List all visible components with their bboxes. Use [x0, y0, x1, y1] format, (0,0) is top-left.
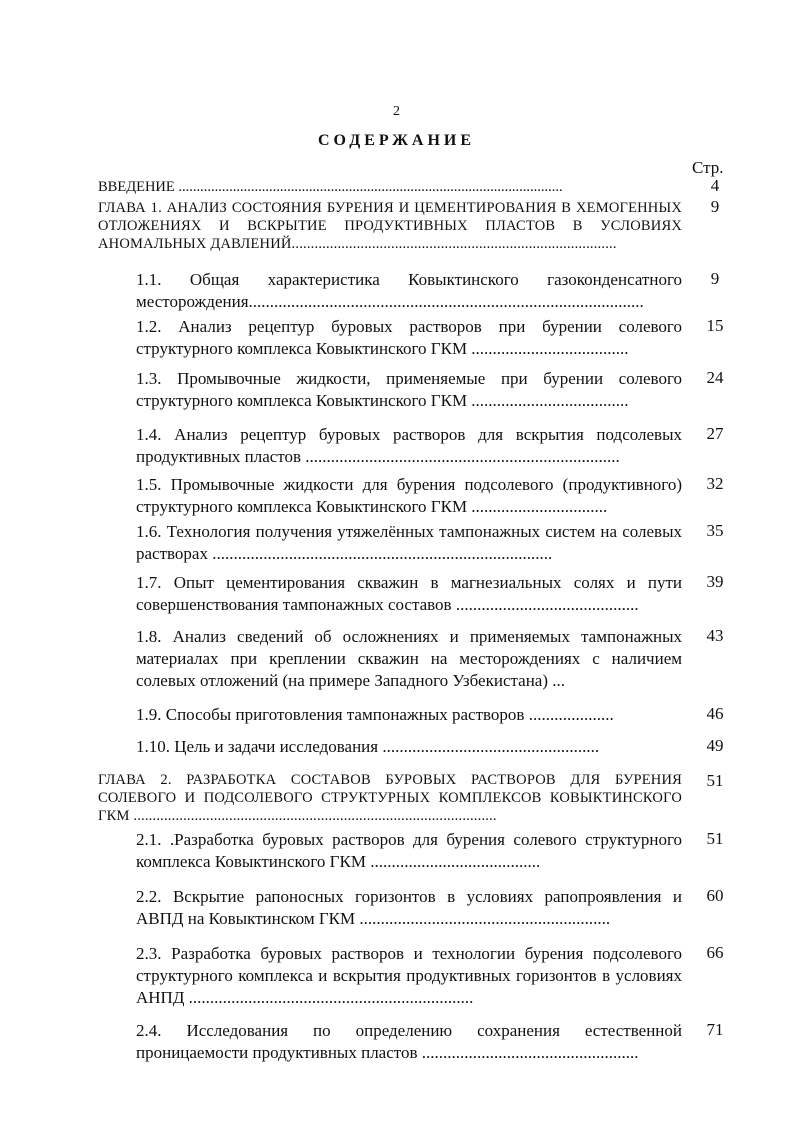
toc-entry-chapter-1 — [98, 199, 682, 255]
toc-entry-page: 32 — [706, 474, 724, 493]
toc-entry-text: 1.5. Промывочные жидкости для бурения подсолевого (продуктивного) структурного комплекса Ковыктинского ГКМ ................................ — [136, 475, 682, 516]
toc-entry-text: 1.7. Опыт цементирования скважин в магнезиальных солях и пути совершенствования тампонажных составов ........................................... — [136, 573, 682, 614]
toc-entry-page: 60 — [706, 886, 724, 905]
toc-entry-text: 1.6. Технология получения утяжелённых тампонажных систем на солевых растворах ................................................................................ — [136, 522, 682, 563]
toc-entry-1-8 — [136, 626, 682, 692]
toc-entry-text: 1.2. Анализ рецептур буровых растворов при бурении солевого структурного комплекса Ковыктинского ГКМ ..................................... — [136, 317, 682, 358]
toc-entry-2-1 — [136, 829, 682, 873]
toc-entry-page: 15 — [706, 316, 724, 335]
toc-entry-text: 1.9. Способы приготовления тампонажных растворов .................... — [136, 705, 614, 724]
page-column-label: Стр. — [692, 158, 724, 177]
toc-entry-1-9 — [136, 704, 682, 726]
toc-entry-page: 27 — [706, 424, 724, 443]
toc-entry-page: 35 — [706, 521, 724, 540]
toc-entry-page: 51 — [706, 829, 724, 848]
toc-entry-page: 9 — [710, 269, 720, 288]
toc-entry-text: 1.3. Промывочные жидкости, применяемые при бурении солевого структурного комплекса Ковыктинского ГКМ ..................................... — [136, 369, 682, 410]
toc-entry-page: 43 — [706, 626, 724, 645]
toc-entry-2-3 — [136, 943, 682, 1009]
toc-entry-1-3 — [136, 368, 682, 412]
toc-entry-page: 39 — [706, 572, 724, 591]
toc-entry-1-1 — [136, 269, 682, 313]
toc-entry-1-7 — [136, 572, 682, 616]
toc-entry-1-4 — [136, 424, 682, 468]
toc-entry-text: ГЛАВА 1. АНАЛИЗ СОСТОЯНИЯ БУРЕНИЯ И ЦЕМЕНТИРОВАНИЯ В ХЕМОГЕННЫХ ОТЛОЖЕНИЯХ И ВСКРЫТИЕ ПРОДУКТИВНЫХ ПЛАСТОВ В УСЛОВИЯХ АНОМАЛЬНЫХ ДАВЛЕНИЙ..................................................................................... — [98, 200, 682, 252]
toc-entry-2-4 — [136, 1020, 682, 1064]
toc-entry-page: 66 — [706, 943, 724, 962]
toc-entry-page: 46 — [706, 704, 724, 723]
toc-entry-page: 51 — [706, 771, 724, 790]
toc-entry-page: 4 — [710, 176, 720, 195]
toc-entry-text: 2.1. .Разработка буровых растворов для бурения солевого структурного комплекса Ковыктинского ГКМ ........................................ — [136, 830, 682, 871]
toc-entry-page: 24 — [706, 368, 724, 387]
toc-entry-introduction — [98, 176, 598, 198]
toc-entry-text: ГЛАВА 2. РАЗРАБОТКА СОСТАВОВ БУРОВЫХ РАСТВОРОВ ДЛЯ БУРЕНИЯ СОЛЕВОГО И ПОДСОЛЕВОГО СТРУКТУРНЫХ КОМПЛЕКСОВ КОВЫКТИНСКОГО ГКМ ............................................................................................... — [98, 772, 682, 824]
toc-entry-2-2 — [136, 886, 682, 930]
toc-entry-1-2 — [136, 316, 682, 360]
toc-entry-page: 9 — [710, 197, 720, 216]
toc-entry-text: 1.1. Общая характеристика Ковыктинского газоконденсатного месторождения............................................................................................. — [136, 270, 682, 311]
page-number: 2 — [393, 104, 400, 119]
page-title: СОДЕРЖАНИЕ — [317, 132, 476, 149]
toc-entry-1-5 — [136, 474, 682, 518]
toc-entry-chapter-2 — [98, 771, 682, 827]
toc-entry-text: 2.2. Вскрытие рапоносных горизонтов в условиях рапопроявления и АВПД на Ковыктинском ГКМ ........................................................... — [136, 887, 682, 928]
toc-entry-page: 49 — [706, 736, 724, 755]
toc-entry-text: 1.4. Анализ рецептур буровых растворов для вскрытия подсолевых продуктивных пластов .......................................................................... — [136, 425, 682, 466]
toc-entry-1-10 — [136, 736, 682, 758]
toc-entry-text: 2.4. Исследования по определению сохранения естественной проницаемости продуктивных пластов ................................................... — [136, 1021, 682, 1062]
toc-entry-page: 71 — [706, 1020, 724, 1039]
toc-entry-text: ВВЕДЕНИЕ .......................................................................................................... — [98, 179, 563, 195]
toc-entry-1-6 — [136, 521, 682, 565]
toc-entry-text: 1.10. Цель и задачи исследования ................................................... — [136, 737, 600, 756]
toc-entry-text: 2.3. Разработка буровых растворов и технологии бурения подсолевого структурного комплекса и вскрытия продуктивных горизонтов в условиях АНПД ................................................................... — [136, 944, 682, 1007]
toc-entry-text: 1.8. Анализ сведений об осложнениях и применяемых тампонажных материалах при креплении скважин на месторождениях с наличием солевых отложений (на примере Западного Узбекистана) ... — [136, 627, 682, 690]
